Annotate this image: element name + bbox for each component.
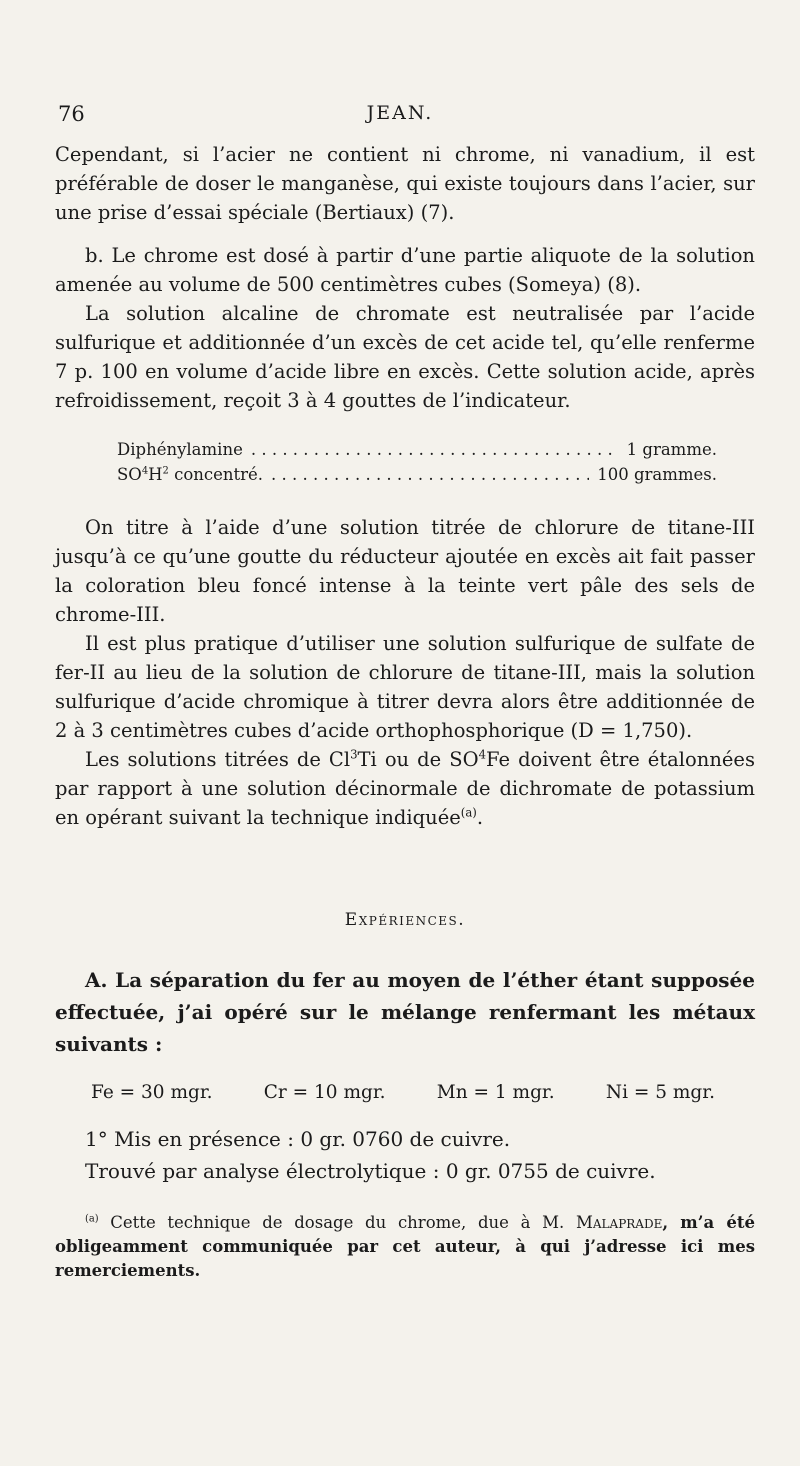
formula-superscript: 2 (162, 465, 169, 477)
metal-mn: Mn = 1 mgr. (436, 1082, 555, 1103)
metal-ni: Ni = 5 mgr. (605, 1082, 715, 1103)
section-heading (55, 910, 755, 930)
reagent-row (117, 437, 717, 462)
text-part: Les solutions titrées de Cl (85, 748, 351, 771)
page-number: 76 (58, 102, 85, 126)
reagent-quantity: 1 gramme. (626, 440, 717, 459)
paragraph-titration: On titre à l’aide d’une solution titrée de chlorure de titane-III jusqu’à ce qu’une goutte du réducteur ajoutée en excès ait fait passer la coloration bleu foncé intense à la teinte vert pâle des sels de chrome-III. (55, 516, 755, 626)
metal-cr: Cr = 10 mgr. (263, 1082, 386, 1103)
footnote-author: Malaprade (576, 1213, 663, 1232)
leader-dots (271, 462, 589, 487)
reagent-row (117, 462, 717, 487)
reagent-quantity: 100 grammes. (597, 465, 717, 484)
paragraph-manganese: Cependant, si l’acier ne contient ni chrome, ni vanadium, il est préférable de doser le manganèse, qui existe toujours dans l’acier, sur une prise d’essai spéciale (Bertiaux) (7). (55, 143, 755, 224)
reagent-name (117, 462, 263, 487)
reagent-name: Diphénylamine (117, 440, 243, 459)
formula-superscript: 4 (141, 465, 149, 477)
reagent-list (117, 437, 717, 487)
footnote-text: , m’a été obligeamment communiquée par cet auteur, à qui j’adresse ici mes remerciements. (55, 1213, 756, 1280)
formula-part: H (148, 465, 163, 484)
text-part: . (476, 806, 484, 829)
section-title-text: Expériences. (344, 910, 466, 930)
metal-quantities (91, 1082, 715, 1103)
footnote-mark: (a) (85, 1213, 99, 1225)
running-head: JEAN. (366, 102, 434, 124)
footnote-reference[interactable]: (a) (460, 805, 477, 820)
result-line-2: Trouvé par analyse électrolytique : 0 gr. 0755 de cuivre. (85, 1159, 656, 1183)
leader-dots (251, 437, 619, 462)
formula-superscript: 3 (350, 747, 358, 762)
footnote-text: Cette technique de dosage du chrome, due à M. (98, 1213, 576, 1232)
paragraph-chrome-dosage: b. Le chrome est dosé à partir d’une partie aliquote de la solution amenée au volume de 500 centimètres cubes (Someya) (8). (55, 244, 755, 296)
text-part: Ti ou de SO (357, 748, 479, 771)
paragraph-iron-sulfate: Il est plus pratique d’utiliser une solution sulfurique de sulfate de fer-II au lieu de la solution de chlorure de titane-III, mais la solution sulfurique d’acide chromique à titrer devra alors être additionnée de 2 à 3 centimètres cubes d’acide orthophosphorique (D = 1,750). (55, 632, 755, 742)
metal-fe: Fe = 30 mgr. (91, 1082, 213, 1103)
formula-part: SO (117, 465, 142, 484)
text-part: Fe doivent être étalonnées par rapport à une solution décinormale de dichromate de potassium en opérant suivant la technique indiquée (55, 748, 755, 829)
experiment-intro: A. La séparation du fer au moyen de l’éther étant supposée effectuée, j’ai opéré sur le mélange renfermant les métaux suivants : (55, 968, 755, 1056)
result-line-1: 1° Mis en présence : 0 gr. 0760 de cuivre. (85, 1127, 511, 1151)
formula-superscript: 4 (478, 747, 487, 762)
formula-part: concentré. (168, 465, 264, 484)
paragraph-neutralisation: La solution alcaline de chromate est neutralisée par l’acide sulfurique et additionnée d’un excès de cet acide tel, qu’elle renferme 7 p. 100 en volume d’acide libre en excès. Cette solution acide, après refroidissement, reçoit 3 à 4 gouttes de l’indicateur. (55, 302, 755, 412)
page-header (58, 102, 742, 132)
page-body (55, 140, 755, 1283)
paragraph-standardisation (55, 745, 755, 832)
footnote (55, 1211, 755, 1283)
